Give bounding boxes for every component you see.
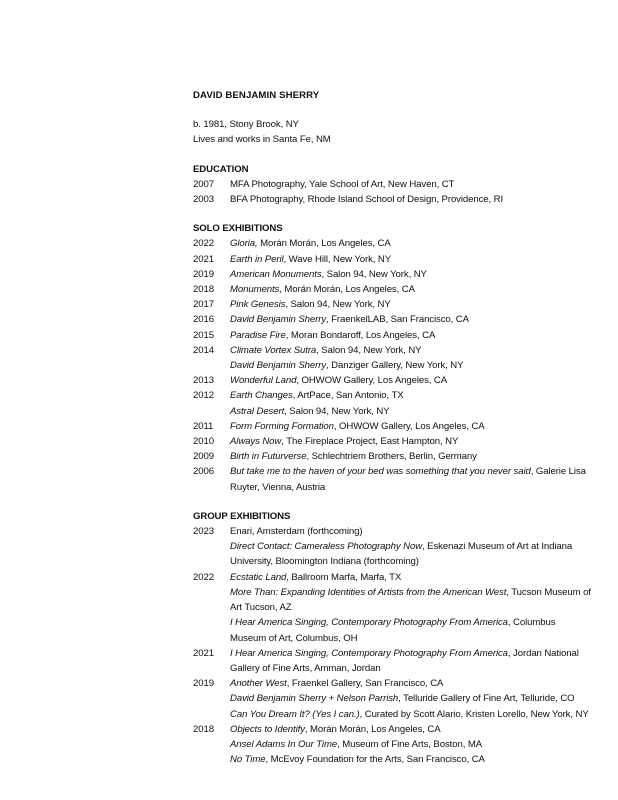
entry-details: , Salon 94, New York, NY <box>321 268 427 280</box>
cv-entry-row <box>193 388 593 403</box>
entry-year: 2018 <box>193 723 214 735</box>
entry-year: 2011 <box>193 420 214 432</box>
entry-details: , Morán Morán, Los Angeles, CA <box>279 284 415 296</box>
entry-details: , McEvoy Foundation for the Arts, San Francisco, CA <box>265 754 485 766</box>
cv-entry-row <box>193 737 593 752</box>
entry-text <box>230 585 593 615</box>
solo-exhibitions-section <box>193 221 593 495</box>
cv-entry-row <box>193 177 593 192</box>
entry-year: 2018 <box>193 284 214 296</box>
entry-year: 2022 <box>193 571 214 583</box>
entry-year: 2013 <box>193 375 214 387</box>
entry-title: American Monuments <box>230 268 322 280</box>
entry-title: Astral Desert <box>230 405 285 417</box>
cv-entry-row <box>193 328 593 343</box>
cv-entry-row <box>193 524 593 539</box>
entry-year <box>193 358 230 373</box>
entry-details: , Curated by Scott Alario, Kristen Lorello, New York, NY <box>359 708 589 720</box>
entry-details: Morán Morán, Los Angeles, CA <box>257 238 391 250</box>
entry-details: , Ballroom Marfa, Marfa, TX <box>286 571 402 583</box>
entry-title: Another West <box>230 678 287 690</box>
entry-title: Always Now <box>230 436 282 448</box>
entry-title: Gloria, <box>230 238 258 250</box>
cv-entry-row <box>193 297 593 312</box>
cv-entry-row <box>193 464 593 494</box>
entry-text <box>230 267 593 282</box>
entry-year: 2007 <box>193 178 214 190</box>
cv-entry-row <box>193 449 593 464</box>
entry-year: 2014 <box>193 344 214 356</box>
entry-text <box>230 373 593 388</box>
entry-year: 2010 <box>193 436 214 448</box>
entry-details: , Danziger Gallery, New York, NY <box>326 360 464 372</box>
entry-title: Pink Genesis <box>230 299 286 311</box>
entry-year <box>193 737 230 752</box>
entry-details: , Schlechtriem Brothers, Berlin, Germany <box>306 451 477 463</box>
artist-name: DAVID BENJAMIN SHERRY <box>193 90 320 101</box>
cv-entry-row <box>193 707 593 722</box>
entry-year: 2017 <box>193 299 214 311</box>
cv-entry-row <box>193 585 593 615</box>
entry-title: Wonderful Land <box>230 375 297 387</box>
entry-title: But take me to the haven of your bed was something that you never said <box>230 466 531 478</box>
entry-title: David Benjamin Sherry + Nelson Parrish <box>230 693 399 705</box>
cv-entry-row <box>193 373 593 388</box>
entry-title: Paradise Fire <box>230 329 286 341</box>
entry-text <box>230 707 593 722</box>
entry-title: I Hear America Singing, Contemporary Photography From America <box>230 647 508 659</box>
entry-title: Earth in Peril <box>230 253 284 265</box>
cv-entry-row <box>193 282 593 297</box>
entry-year: 2019 <box>193 268 214 280</box>
entry-title: No Time <box>230 754 266 766</box>
entry-title: David Benjamin Sherry <box>230 360 327 372</box>
entry-text <box>230 737 593 752</box>
entry-title: David Benjamin Sherry <box>230 314 327 326</box>
cv-entry-row <box>193 646 593 676</box>
entry-text <box>230 177 593 192</box>
entry-details: , Museum of Fine Arts, Boston, MA <box>337 738 483 750</box>
group-exhibitions-heading: GROUP EXHIBITIONS <box>193 510 291 522</box>
cv-entry-row <box>193 434 593 449</box>
entry-text <box>230 236 593 251</box>
entry-text <box>230 358 593 373</box>
cv-entry-row <box>193 676 593 691</box>
entry-details: , The Fireplace Project, East Hampton, NY <box>281 436 459 448</box>
entry-year <box>193 615 230 645</box>
cv-entry-row <box>193 722 593 737</box>
cv-entry-row <box>193 358 593 373</box>
entry-year: 2021 <box>193 253 214 265</box>
entry-year <box>193 539 230 569</box>
entry-details: , Wave Hill, New York, NY <box>283 253 392 265</box>
entry-title: Earth Changes <box>230 390 293 402</box>
entry-title: Climate Vortex Sutra <box>230 344 317 356</box>
entry-details: , Jordan National Gallery of Fine Arts, Amman, Jordan <box>230 647 579 674</box>
entry-details: , FraenkelLAB, San Francisco, CA <box>326 314 469 326</box>
entry-details: , Fraenkel Gallery, San Francisco, CA <box>286 678 444 690</box>
entry-year: 2003 <box>193 194 214 206</box>
entry-title: I Hear America Singing, Contemporary Photography From America <box>230 617 508 629</box>
entry-text <box>230 282 593 297</box>
cv-entry-row <box>193 267 593 282</box>
entry-details: , Galerie Lisa Ruyter, Vienna, Austria <box>230 466 586 493</box>
entry-text <box>230 343 593 358</box>
entry-title: Objects to Identify <box>230 723 305 735</box>
entry-text <box>230 312 593 327</box>
entry-title: Ansel Adams In Our Time <box>230 738 338 750</box>
entry-year <box>193 404 230 419</box>
entry-details: , Morán Morán, Los Angeles, CA <box>304 723 441 735</box>
solo-exhibitions-heading: SOLO EXHIBITIONS <box>193 223 283 235</box>
education-heading: EDUCATION <box>193 163 249 175</box>
group-exhibitions-section <box>193 509 593 767</box>
entry-year <box>193 752 230 767</box>
entry-text <box>230 646 593 676</box>
entry-text <box>230 464 593 494</box>
entry-text <box>230 252 593 267</box>
entry-year: 2019 <box>193 678 214 690</box>
birth-info: b. 1981, Stony Brook, NY <box>193 119 299 131</box>
cv-entry-row <box>193 404 593 419</box>
entry-details: , Salon 94, New York, NY <box>316 344 422 356</box>
entry-year: 2015 <box>193 329 214 341</box>
entry-details: , Tucson Museum of Art Tucson, AZ <box>230 586 591 614</box>
residence-info: Lives and works in Santa Fe, NM <box>193 134 331 146</box>
entry-year <box>193 691 230 706</box>
cv-entry-row <box>193 236 593 251</box>
entry-text <box>230 419 593 434</box>
entry-year: 2022 <box>193 238 214 250</box>
entry-details: , Moran Bondaroff, Los Angeles, CA <box>285 329 436 341</box>
entry-year <box>193 707 230 722</box>
entry-title: More Than: Expanding Identities of Artists from the American West <box>230 586 507 598</box>
entry-text <box>230 722 593 737</box>
entry-title: Ecstatic Land <box>230 571 287 583</box>
entry-text <box>230 691 593 706</box>
entry-text <box>230 328 593 343</box>
entry-text <box>230 192 593 207</box>
cv-page <box>193 88 593 767</box>
entry-details: , Salon 94, New York, NY <box>285 299 391 311</box>
entry-details: Enari, Amsterdam (forthcoming) <box>230 526 363 538</box>
entry-year: 2016 <box>193 314 214 326</box>
entry-title: Form Forming Formation <box>230 420 334 432</box>
entry-year: 2006 <box>193 466 214 478</box>
entry-details: , Telluride Gallery of Fine Art, Telluride, CO <box>398 693 575 705</box>
entry-details: , OHWOW Gallery, Los Angeles, CA <box>333 420 485 432</box>
entry-details: , Eskenazi Museum of Art at Indiana University, Bloomington Indiana (forthcoming) <box>230 541 573 568</box>
entry-text <box>230 404 593 419</box>
entry-text <box>230 539 593 569</box>
entry-title: Direct Contact: Cameraless Photography Now <box>230 541 423 553</box>
entry-text <box>230 676 593 691</box>
entry-details: , Salon 94, New York, NY <box>284 405 390 417</box>
cv-entry-row <box>193 312 593 327</box>
cv-entry-row <box>193 252 593 267</box>
cv-entry-row <box>193 752 593 767</box>
entry-text <box>230 388 593 403</box>
entry-text <box>230 434 593 449</box>
entry-year: 2021 <box>193 647 214 659</box>
entry-details: , ArtPace, San Antonio, TX <box>292 390 404 402</box>
entry-text <box>230 615 593 645</box>
entry-title: Can You Dream It? (Yes I can.) <box>230 708 360 720</box>
cv-entry-row <box>193 570 593 585</box>
entry-text <box>230 570 593 585</box>
education-section <box>193 162 593 208</box>
cv-entry-row <box>193 615 593 645</box>
entry-text <box>230 449 593 464</box>
entry-year: 2009 <box>193 451 214 463</box>
entry-text <box>230 297 593 312</box>
entry-text <box>230 524 593 539</box>
entry-year <box>193 585 230 615</box>
bio <box>193 117 593 147</box>
entry-title: Birth in Futurverse <box>230 451 307 463</box>
cv-entry-row <box>193 691 593 706</box>
entry-details: , OHWOW Gallery, Los Angeles, CA <box>296 375 448 387</box>
entry-details: , Columbus Museum of Art, Columbus, OH <box>230 617 556 644</box>
cv-entry-row <box>193 192 593 207</box>
cv-entry-row <box>193 539 593 569</box>
entry-title: Monuments <box>230 284 280 296</box>
cv-entry-row <box>193 343 593 358</box>
entry-details: BFA Photography, Rhode Island School of Design, Providence, RI <box>230 194 504 206</box>
entry-year: 2012 <box>193 390 214 402</box>
cv-entry-row <box>193 419 593 434</box>
entry-details: MFA Photography, Yale School of Art, New Haven, CT <box>230 178 455 190</box>
entry-text <box>230 752 593 767</box>
entry-year: 2023 <box>193 526 214 538</box>
